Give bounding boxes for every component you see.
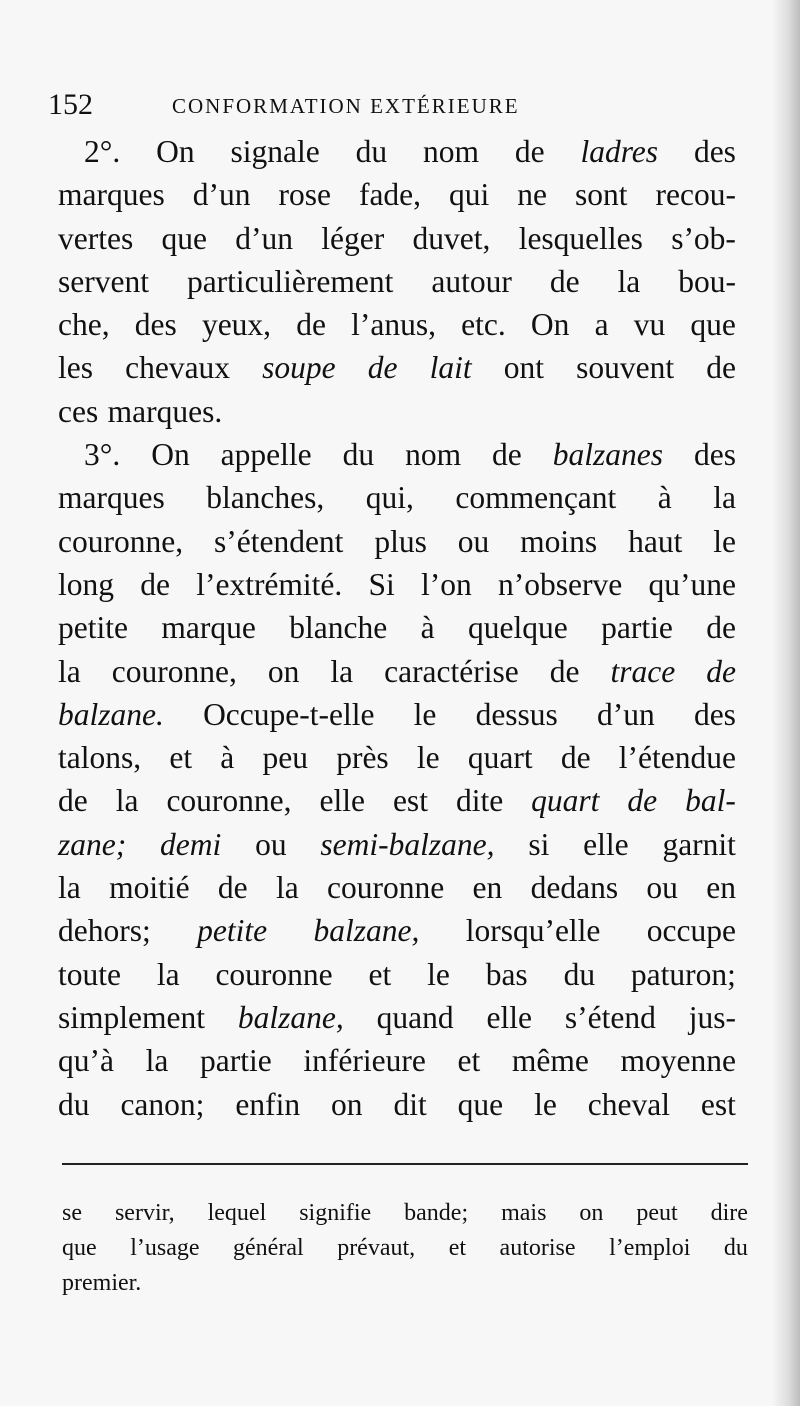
body-word: s’étend (564, 999, 656, 1035)
body-word: recou- (655, 177, 736, 213)
body-word: marques (58, 480, 165, 516)
body-word: d’un (192, 177, 251, 213)
body-word: zane; (58, 826, 127, 862)
body-word: marques (58, 177, 165, 213)
body-word: la (713, 480, 736, 516)
body-word: ladres (580, 134, 659, 169)
body-word: dit (393, 1086, 427, 1122)
body-word: fade, (358, 177, 422, 213)
body-word: d’un (597, 696, 655, 732)
body-word: couronne, (58, 523, 184, 559)
body-word: elle (583, 826, 629, 862)
body-line (58, 996, 736, 1039)
body-word: la (58, 870, 81, 906)
body-line (58, 909, 736, 952)
body-word: canon; (120, 1086, 205, 1122)
body-word: si (528, 826, 550, 862)
body-word: des (693, 696, 736, 732)
body-line (58, 217, 736, 260)
body-word: partie (200, 1043, 272, 1079)
footnote-word: général (233, 1235, 304, 1261)
body-word: partie (601, 610, 673, 646)
body-word: la (145, 1043, 169, 1079)
body-word: léger (321, 220, 385, 256)
body-word: quand (376, 999, 454, 1035)
body-word: ou (255, 826, 287, 862)
body-word: quart (467, 740, 533, 776)
body-word: caractérise (384, 653, 519, 689)
body-word: quelque (468, 610, 568, 646)
body-word: nom (405, 437, 462, 473)
body-word: balzanes (552, 437, 663, 473)
body-word: moins (520, 523, 598, 559)
body-word: qui, (365, 480, 414, 516)
body-word: du (355, 134, 388, 169)
body-word: simplement (58, 999, 205, 1035)
body-word: bou- (678, 263, 736, 299)
body-word: de (514, 134, 545, 169)
body-word: jus- (688, 999, 736, 1035)
body-word: de (217, 870, 248, 906)
body-word: de (560, 740, 591, 776)
body-word: près (336, 740, 389, 776)
body-word: la (156, 956, 180, 992)
body-line (58, 303, 736, 346)
body-word: autour (431, 263, 512, 299)
body-word: de (627, 783, 658, 819)
body-word: du (58, 1086, 90, 1122)
body-line (58, 130, 736, 173)
body-word: chevaux (125, 350, 231, 386)
body-word: de (549, 263, 580, 299)
body-word: blanches, (206, 480, 325, 516)
body-line (58, 650, 736, 693)
body-word: que (161, 220, 207, 256)
body-word: des (134, 307, 177, 343)
body-word: souvent (576, 350, 675, 386)
body-word: duvet, (412, 220, 491, 256)
body-word: la (115, 783, 139, 819)
body-word: On (151, 437, 190, 473)
body-word: à (220, 740, 235, 776)
body-line (58, 390, 736, 433)
body-word: n’observe (498, 566, 623, 602)
body-word: balzane, (237, 999, 344, 1035)
body-word: cheval (587, 1086, 670, 1122)
body-word: Si (368, 566, 395, 602)
body-word: lesquelles (518, 220, 643, 256)
body-word: Occupe-t-elle (203, 696, 375, 732)
body-word: ont (503, 350, 545, 386)
body-word: même (511, 1043, 589, 1079)
running-header (48, 88, 738, 128)
body-word: l’anus, (351, 307, 436, 343)
body-word: garnit (662, 826, 736, 862)
footnote-rule (62, 1163, 748, 1165)
body-line (58, 953, 736, 996)
body-word: occupe (646, 913, 736, 949)
body-word: on (267, 653, 300, 689)
body-word: que (457, 1086, 504, 1122)
body-word: couronne (215, 956, 333, 992)
body-word: dehors; (58, 913, 151, 949)
body-line (58, 476, 736, 519)
body-word: vu (633, 307, 666, 343)
footnote-word: prévaut, (337, 1235, 416, 1261)
body-word: de (367, 350, 398, 386)
body-word: lorsqu’elle (465, 913, 601, 949)
footnote-word: du (723, 1235, 748, 1261)
body-word: che, (58, 307, 110, 343)
body-word: yeux, (201, 307, 272, 343)
body-word: enfin (235, 1086, 301, 1122)
body-word: lait (429, 350, 472, 386)
body-line (58, 520, 736, 563)
footnote-word: peut (636, 1200, 678, 1226)
body-word: rose (278, 177, 331, 213)
footnote-line (62, 1266, 748, 1301)
body-line (58, 866, 736, 909)
body-line (58, 433, 736, 476)
body-word: blanche (289, 610, 388, 646)
body-line (58, 779, 736, 822)
body-word: la (617, 263, 641, 299)
body-word: de (492, 437, 522, 473)
footnote-word: mais (501, 1200, 547, 1226)
body-word: et (368, 956, 392, 992)
body-word: vertes (58, 220, 134, 256)
body-word: l’étendue (618, 740, 736, 776)
body-word: dessus (475, 696, 558, 732)
body-word: dite (455, 783, 504, 819)
footnote (62, 1196, 748, 1301)
footnote-word: signifie (299, 1200, 372, 1226)
body-word: est (392, 783, 428, 819)
body-word: moyenne (620, 1043, 736, 1079)
footnote-word: autorise (499, 1235, 576, 1261)
footnote-word: premier. (62, 1270, 142, 1296)
body-word: la (58, 653, 81, 689)
body-word: à (420, 610, 435, 646)
footnote-word: que (62, 1235, 97, 1261)
body-word: en (706, 870, 736, 906)
body-word: est (700, 1086, 736, 1122)
body-word: petite (197, 913, 268, 949)
body-word: et (169, 740, 193, 776)
body-word: peu (262, 740, 308, 776)
body-line (58, 346, 736, 389)
body-word: elle (486, 999, 532, 1035)
body-word: balzane, (313, 913, 420, 949)
footnote-word: servir, (114, 1200, 175, 1226)
body-line (58, 260, 736, 303)
footnote-line (62, 1196, 748, 1231)
body-word: ces (58, 393, 99, 429)
body-line (58, 823, 736, 866)
body-word: 2°. (84, 134, 121, 169)
body-word: en (472, 870, 503, 906)
body-word: etc. (461, 307, 506, 343)
body-word: le (416, 740, 440, 776)
body-text (58, 130, 736, 1126)
body-word: l’extrémité. (196, 566, 343, 602)
body-word: sont (575, 177, 628, 213)
body-word: elle (319, 783, 365, 819)
body-line (58, 563, 736, 606)
body-word: nom (422, 134, 479, 169)
body-word: haut (628, 523, 683, 559)
body-word: quart (531, 783, 600, 819)
body-word: de (140, 566, 170, 602)
body-word: l’on (421, 566, 472, 602)
body-word: paturon; (630, 956, 736, 992)
body-word: les (58, 350, 93, 386)
body-word: de (706, 610, 736, 646)
body-word: on (331, 1086, 363, 1122)
footnote-word: bande; (404, 1200, 469, 1226)
body-word: ou (646, 870, 678, 906)
footnote-word: et (448, 1235, 467, 1261)
body-word: qu’une (648, 566, 736, 602)
body-word: des (693, 134, 736, 169)
body-word: moitié (109, 870, 190, 906)
footnote-line (62, 1231, 748, 1266)
body-word: appelle (220, 437, 312, 473)
body-word: couronne (327, 870, 445, 906)
body-word: petite (58, 610, 128, 646)
body-line (58, 173, 736, 216)
body-word: marque (161, 610, 256, 646)
body-word: particulièrement (186, 263, 394, 299)
body-word: de (706, 350, 736, 386)
body-word: demi (160, 826, 222, 862)
body-word: signale (230, 134, 320, 169)
body-word: qui (449, 177, 490, 213)
page-spine-shadow (772, 0, 800, 1406)
body-word: 3°. (84, 437, 121, 473)
body-word: bal- (685, 783, 736, 819)
body-word: la (330, 653, 354, 689)
body-word: couronne, (166, 783, 292, 819)
body-word: d’un (235, 220, 294, 256)
body-line (58, 606, 736, 649)
footnote-word: l’emploi (609, 1235, 691, 1261)
body-word: le (534, 1086, 557, 1122)
body-word: soupe (262, 350, 336, 386)
body-word: s’ob- (671, 220, 736, 256)
body-word: de (706, 653, 736, 689)
body-word: à (657, 480, 672, 516)
footnote-word: lequel (207, 1200, 267, 1226)
body-word: le (413, 696, 437, 732)
body-word: couronne, (111, 653, 237, 689)
body-word: On (156, 134, 195, 169)
body-word: le (427, 956, 450, 992)
body-word: long (58, 566, 115, 602)
body-word: talons, (58, 740, 142, 776)
body-word: qu’à (58, 1043, 114, 1079)
body-word: du (342, 437, 375, 473)
body-word: le (713, 523, 736, 559)
body-line (58, 1039, 736, 1082)
body-word: de (58, 783, 88, 819)
body-word: a (594, 307, 609, 343)
footnote-word: se (62, 1200, 82, 1226)
footnote-word: dire (710, 1200, 748, 1226)
body-line (58, 1083, 736, 1126)
body-word: du (563, 956, 596, 992)
body-word: bas (485, 956, 528, 992)
body-word: marques. (107, 393, 223, 429)
body-word: dedans (530, 870, 619, 906)
body-word: balzane. (58, 696, 164, 732)
body-line (58, 693, 736, 736)
body-word: que (690, 307, 736, 343)
footnote-word: on (579, 1200, 604, 1226)
body-word: commençant (455, 480, 617, 516)
body-word: s’étendent (213, 523, 344, 559)
body-word: trace (610, 653, 676, 689)
page-number: 152 (48, 88, 93, 121)
body-word: ou (457, 523, 490, 559)
body-line (58, 736, 736, 779)
body-word: de (549, 653, 580, 689)
footnote-word: l’usage (130, 1235, 200, 1261)
body-word: inférieure (303, 1043, 426, 1079)
body-word: la (275, 870, 299, 906)
body-word: ne (517, 177, 548, 213)
body-word: toute (58, 956, 121, 992)
body-word: On (530, 307, 570, 343)
running-title: CONFORMATION EXTÉRIEURE (172, 94, 520, 118)
body-word: de (296, 307, 326, 343)
body-word: et (457, 1043, 481, 1079)
body-word: servent (58, 263, 149, 299)
body-word: des (693, 437, 736, 473)
body-word: plus (374, 523, 427, 559)
body-word: semi-balzane, (320, 826, 495, 862)
